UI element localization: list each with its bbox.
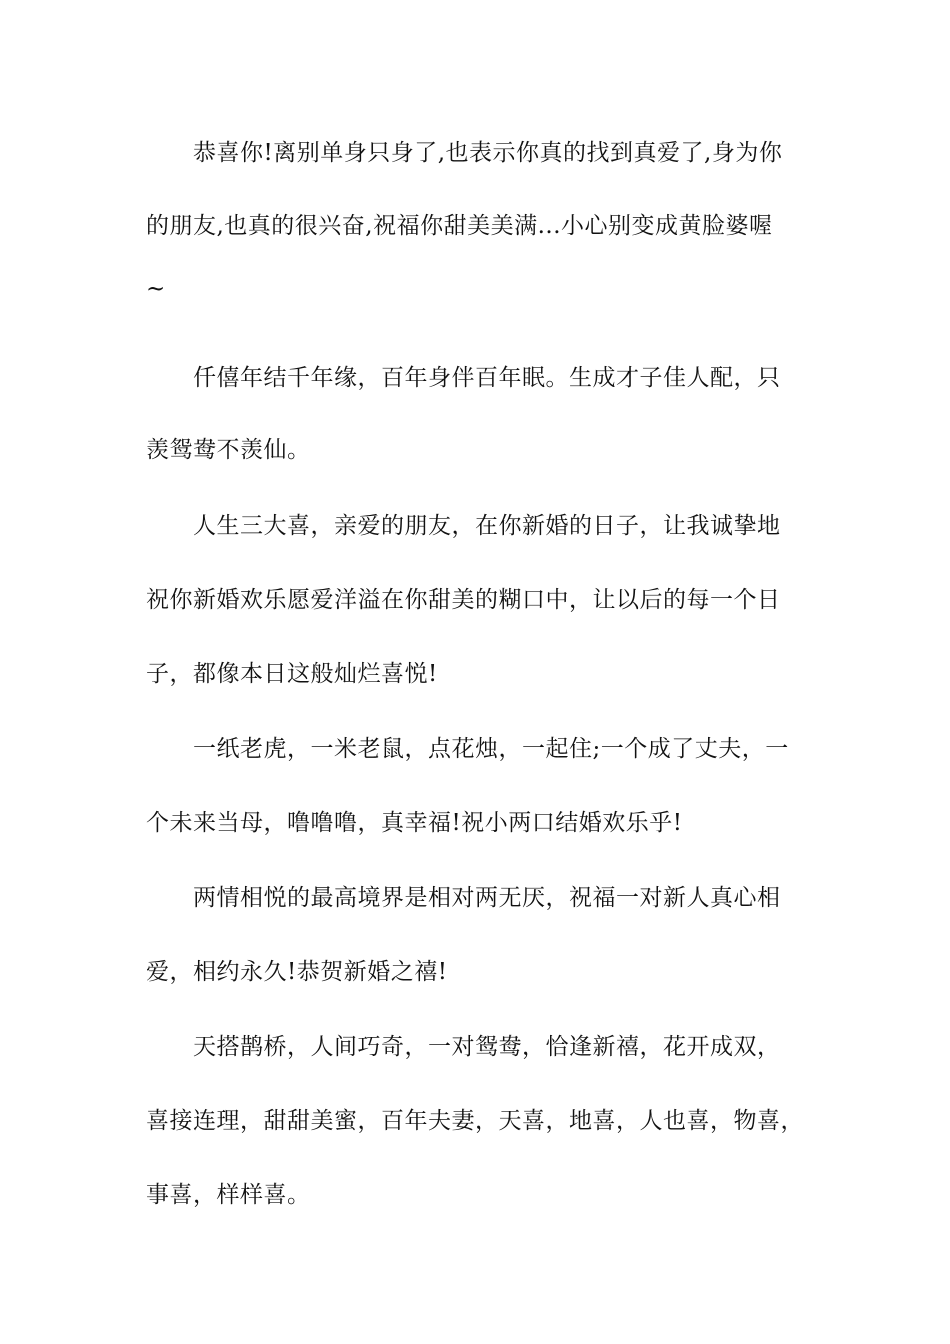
paragraph-3-line-1: 人生三大喜，亲爱的朋友，在你新婚的日子，让我诚挚地: [193, 513, 781, 539]
paragraph-2-line-2: 羡鸳鸯不羡仙。: [146, 437, 311, 463]
paragraph-4-line-1: 一纸老虎，一米老鼠，点花烛，一起住;一个成了丈夫，一: [193, 736, 789, 762]
paragraph-4-line-2: 个未来当母，噜噜噜，真幸福!祝小两口结婚欢乐乎!: [146, 810, 683, 836]
paragraph-6-line-2: 喜接连理，甜甜美蜜，百年夫妻，天喜，地喜，人也喜，物喜，: [146, 1108, 804, 1134]
paragraph-1-line-1: 恭喜你!离别单身只身了,也表示你真的找到真爱了,身为你: [193, 140, 783, 166]
paragraph-5-line-2: 爱，相约永久!恭贺新婚之禧!: [146, 959, 448, 985]
paragraph-1-line-3: ~: [146, 276, 166, 302]
paragraph-6-line-1: 天搭鹊桥，人间巧奇，一对鸳鸯，恰逢新禧，花开成双，: [193, 1034, 781, 1060]
paragraph-6-line-3: 事喜，样样喜。: [146, 1182, 311, 1208]
paragraph-3-line-3: 子，都像本日这般灿烂喜悦!: [146, 661, 438, 687]
paragraph-2-line-1: 仟僖年结千年缘，百年身伴百年眠。生成才子佳人配，只: [193, 365, 781, 391]
paragraph-5-line-1: 两情相悦的最高境界是相对两无厌，祝福一对新人真心相: [193, 885, 781, 911]
paragraph-1-line-2: 的朋友,也真的很兴奋,祝福你甜美美满...小心别变成黄脸婆喔: [146, 213, 773, 239]
paragraph-3-line-2: 祝你新婚欢乐愿爱洋溢在你甜美的糊口中，让以后的每一个日: [146, 587, 781, 613]
